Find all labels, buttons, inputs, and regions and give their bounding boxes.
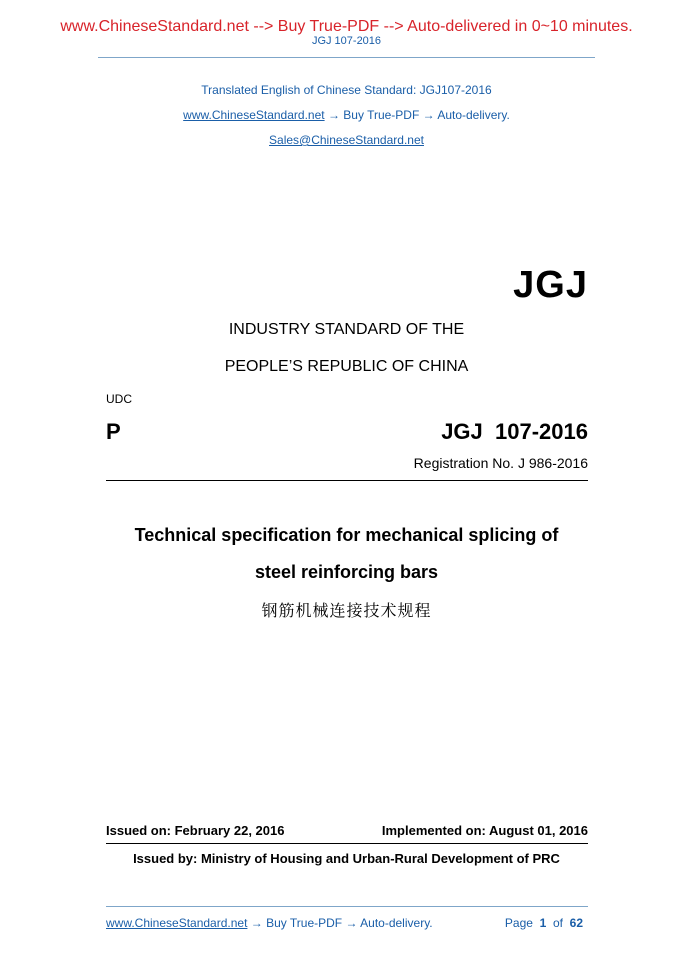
footer-purchase-line — [106, 916, 433, 930]
standard-number — [441, 419, 588, 445]
page-current: 1 — [539, 916, 547, 930]
issued-by: Issued by: Ministry of Housing and Urban-Rural Development of PRC — [133, 851, 560, 866]
title-en-line1: Technical specification for mechanical splicing of — [134, 525, 559, 545]
standard-year-number: 107-2016 — [495, 419, 588, 444]
arrow-right-icon: → — [345, 916, 358, 930]
page-label: Page — [504, 916, 533, 930]
issued-on-date: Issued on: February 22, 2016 — [106, 823, 285, 838]
issued-divider — [106, 843, 588, 844]
header-standard-code: JGJ 107-2016 — [311, 35, 382, 47]
footer-site-link[interactable]: www.ChineseStandard.net — [106, 916, 248, 930]
udc-label: UDC — [106, 392, 132, 406]
translation-line: Translated English of Chinese Standard: JGJ107-2016 — [201, 83, 492, 97]
of-label: of — [552, 916, 563, 930]
page-total: 62 — [569, 916, 583, 930]
industry-standard-line2: PEOPLE’S REPUBLIC OF CHINA — [224, 358, 469, 375]
industry-standard-line1: INDUSTRY STANDARD OF THE — [228, 321, 465, 338]
purchase-line — [0, 108, 693, 122]
page-indicator — [505, 916, 583, 930]
footer-buy-text: Buy True-PDF — [266, 916, 343, 930]
arrow-right-icon: → — [250, 916, 263, 930]
title-en-line2: steel reinforcing bars — [254, 562, 439, 582]
top-banner[interactable] — [0, 18, 693, 36]
buy-pdf-text: Buy True-PDF — [343, 108, 420, 122]
p-classification: P — [106, 419, 121, 444]
sales-email-link[interactable]: Sales@ChineseStandard.net — [269, 133, 424, 147]
arrow-right-icon: → — [422, 108, 435, 122]
cover-divider — [106, 480, 588, 481]
arrow-right-icon: → — [327, 108, 340, 122]
standard-prefix: JGJ — [441, 419, 483, 444]
category-code: JGJ — [513, 264, 588, 306]
site-link[interactable]: www.ChineseStandard.net — [183, 108, 325, 122]
footer-auto-text: Auto-delivery. — [360, 916, 433, 930]
auto-delivery-text: Auto-delivery. — [437, 108, 510, 122]
email-line — [0, 133, 693, 147]
banner-text[interactable]: www.ChineseStandard.net --> Buy True-PDF --> Auto-delivered in 0~10 minutes. — [60, 18, 633, 35]
header-divider — [98, 57, 595, 58]
title-cn: 钢筋机械连接技术规程 — [261, 601, 432, 620]
footer-divider — [106, 906, 588, 907]
implemented-on-date: Implemented on: August 01, 2016 — [381, 823, 588, 838]
registration-number: Registration No. J 986-2016 — [413, 455, 588, 471]
